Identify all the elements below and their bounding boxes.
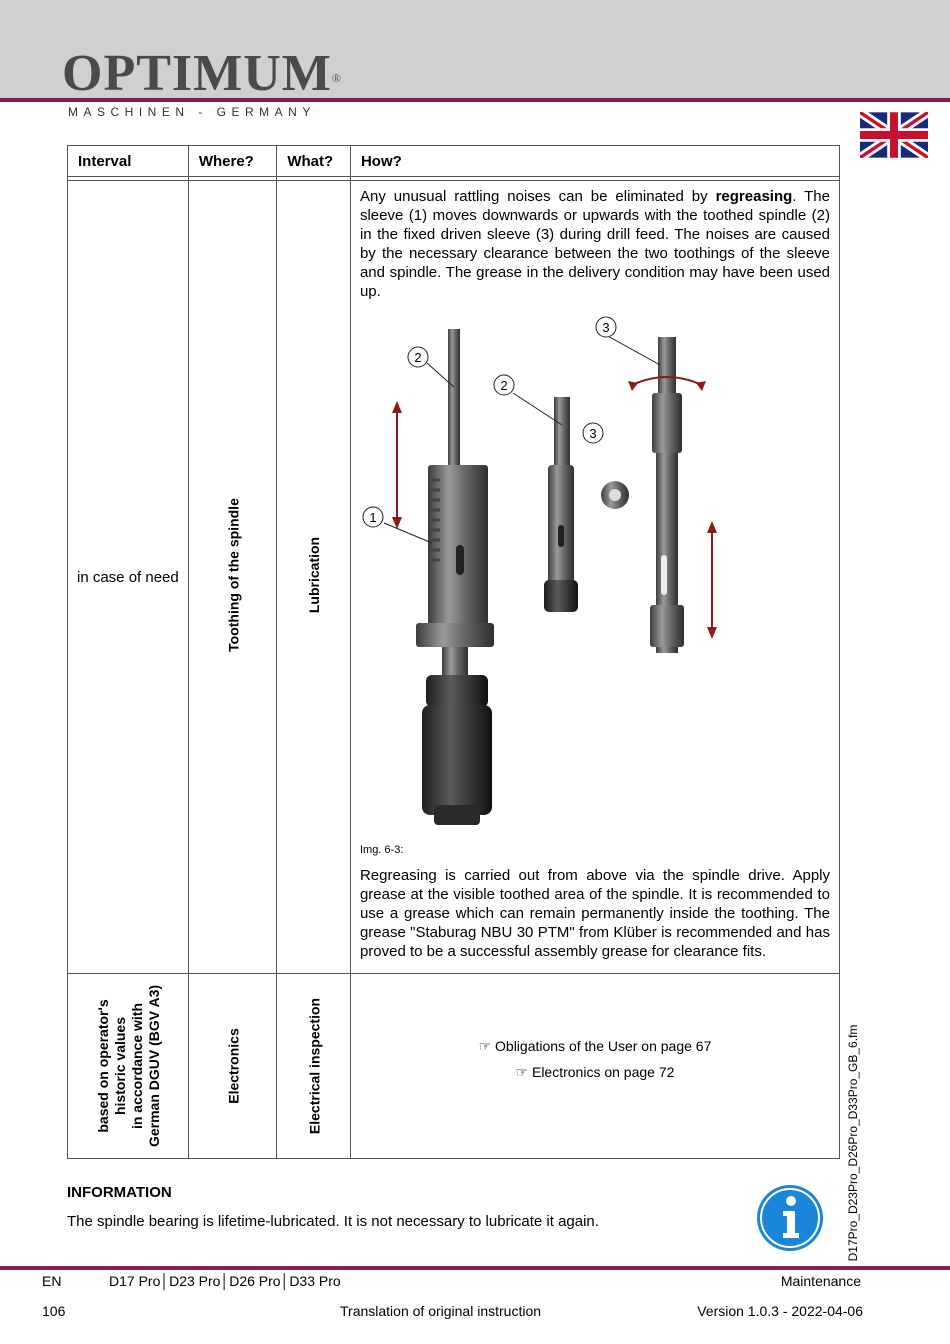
figure-label-1: 1	[369, 510, 377, 525]
interval-cell: in case of need	[68, 181, 189, 974]
what-cell: Electrical inspection	[277, 974, 351, 1159]
footer-section: Maintenance	[780, 1273, 861, 1289]
spindle-illustration	[360, 305, 830, 835]
xref-electronics-link[interactable]: ☞ Electronics on page 72	[515, 1064, 675, 1080]
header-interval: Interval	[68, 146, 189, 177]
optimum-logo: OPTIMUM®	[62, 45, 342, 102]
footer-models: D17 Pro│D23 Pro│D26 Pro│D33 Pro	[109, 1273, 341, 1289]
header-where: Where?	[188, 146, 277, 177]
figure-label-3a: 3	[602, 320, 610, 335]
how-intro: Any unusual rattling noises can be eliminated by regreasing. The sleeve (1) moves downwards or upwards with the toothed spindle (2) in the fixed driven sleeve (3) during drill feed. The noises are caused by the necessary clearance between the two toothings of the sleeve and spindle. The grease in the delivery condition may have been used up.	[359, 188, 830, 300]
pointing-hand-icon: ☞	[515, 1064, 532, 1080]
information-text: The spindle bearing is lifetime-lubricated. It is not necessary to lubricate it again.	[67, 1213, 599, 1230]
maintenance-table	[67, 145, 840, 1159]
footer-page-number: 106	[42, 1303, 66, 1319]
footer-lang: EN	[42, 1273, 62, 1289]
pointing-hand-icon: ☞	[478, 1038, 496, 1054]
uk-flag-icon	[860, 112, 928, 158]
image-caption: Img. 6-3:	[359, 844, 404, 856]
table-header-row	[68, 146, 840, 177]
figure-label-2b: 2	[500, 378, 508, 393]
figure-label-3b: 3	[589, 426, 597, 441]
how-cell	[350, 181, 839, 974]
logo-tagline: MASCHINEN - GERMANY	[68, 105, 316, 119]
table-row	[68, 181, 840, 974]
info-icon	[755, 1183, 825, 1253]
footer-version: Version 1.0.3 - 2022-04-06	[697, 1303, 863, 1319]
where-cell: Electronics	[188, 974, 277, 1159]
figure-label-2a: 2	[414, 350, 422, 365]
where-cell: Toothing of the spindle	[188, 181, 277, 974]
how-cell	[350, 974, 839, 1159]
header-what: What?	[277, 146, 351, 177]
table-row	[68, 974, 840, 1159]
what-cell: Lubrication	[277, 181, 351, 974]
footer-translation: Translation of original instruction	[340, 1303, 542, 1319]
footer-divider	[0, 1266, 950, 1270]
side-filename: D17Pro_D23Pro_D26Pro_D33Pro_GB_6.fm	[846, 1024, 860, 1262]
header-how: How?	[350, 146, 839, 177]
interval-cell: based on operator's historic values in accordance with German DGUV (BGV A3)	[68, 974, 189, 1159]
xref-obligations-link[interactable]: ☞ Obligations of the User on page 67	[478, 1038, 712, 1054]
how-outro: Regreasing is carried out from above via the spindle drive. Apply grease at the visible toothed area of the spindle. It is recommended to use a grease which can remain permanently inside the toothing. The grease "Staburag NBU 30 PTM" from Klüber is recommended and has proved to be a successful assembly grease for clearance fits.	[359, 867, 830, 960]
information-title: INFORMATION	[67, 1184, 172, 1201]
